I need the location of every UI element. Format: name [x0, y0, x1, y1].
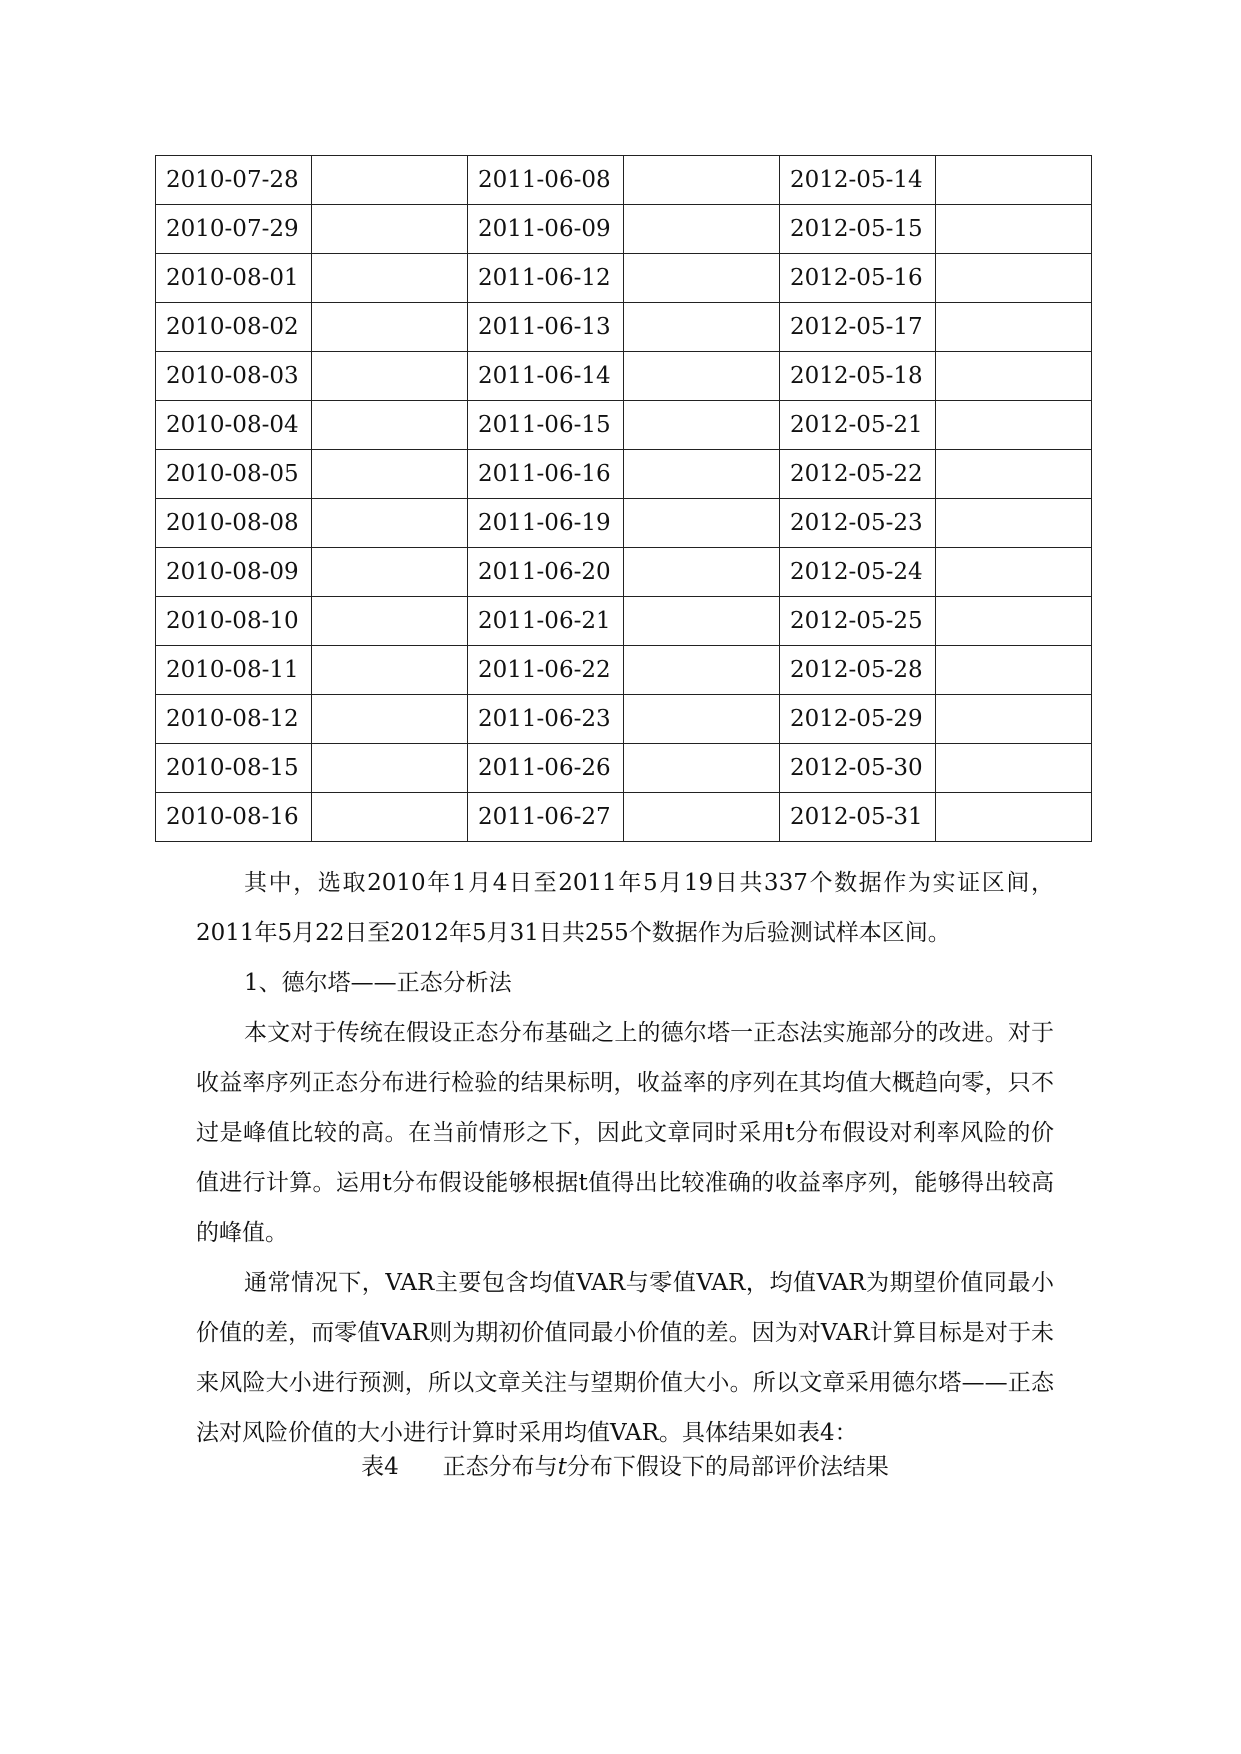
- empty-cell: [624, 646, 780, 695]
- empty-cell: [312, 548, 468, 597]
- date-cell: 2012-05-29: [780, 695, 936, 744]
- empty-cell: [312, 646, 468, 695]
- empty-cell: [936, 499, 1092, 548]
- date-cell: 2012-05-30: [780, 744, 936, 793]
- table-row: [156, 205, 1092, 254]
- date-cell: 2010-08-04: [156, 401, 312, 450]
- date-table: [155, 155, 1092, 842]
- table-row: [156, 793, 1092, 842]
- date-cell: 2010-08-12: [156, 695, 312, 744]
- empty-cell: [624, 499, 780, 548]
- table-row: [156, 548, 1092, 597]
- table-row: [156, 744, 1092, 793]
- empty-cell: [312, 205, 468, 254]
- empty-cell: [624, 254, 780, 303]
- empty-cell: [936, 597, 1092, 646]
- caption-text-after: 分布下假设下的局部评价法结果: [566, 1454, 889, 1480]
- empty-cell: [624, 597, 780, 646]
- empty-cell: [624, 352, 780, 401]
- date-cell: 2010-08-03: [156, 352, 312, 401]
- date-cell: 2010-08-15: [156, 744, 312, 793]
- date-cell: 2011-06-13: [468, 303, 624, 352]
- date-cell: 2011-06-26: [468, 744, 624, 793]
- section-heading: 1、德尔塔——正态分析法: [244, 970, 512, 996]
- date-cell: 2010-08-02: [156, 303, 312, 352]
- date-cell: 2012-05-15: [780, 205, 936, 254]
- date-cell: 2012-05-24: [780, 548, 936, 597]
- date-cell: 2012-05-23: [780, 499, 936, 548]
- empty-cell: [312, 303, 468, 352]
- date-cell: 2012-05-14: [780, 156, 936, 205]
- date-cell: 2010-08-08: [156, 499, 312, 548]
- empty-cell: [624, 303, 780, 352]
- paragraph-var-types: 通常情况下，VAR主要包含均值VAR与零值VAR，均值VAR为期望价值同最小价值的差，而零值VAR则为期初价值同最小价值的差。因为对VAR计算目标是对于未来风险大小进行预测，所以文章关注与望期价值大小。所以文章采用德尔塔——正态法对风险价值的大小进行计算时采用均值VAR。具体结果如表4：: [196, 1270, 1054, 1446]
- empty-cell: [936, 695, 1092, 744]
- caption-italic-t: t: [557, 1454, 567, 1480]
- date-cell: 2010-08-09: [156, 548, 312, 597]
- paragraph-t-distribution: 本文对于传统在假设正态分布基础之上的德尔塔一正态法实施部分的改进。对于收益率序列正态分布进行检验的结果标明，收益率的序列在其均值大概趋向零，只不过是峰值比较的高。在当前情形之下，因此文章同时采用t分布假设对利率风险的价值进行计算。运用t分布假设能够根据t值得出比较准确的收益率序列，能够得出较高的峰值。: [196, 1020, 1054, 1246]
- empty-cell: [624, 205, 780, 254]
- date-cell: 2010-08-16: [156, 793, 312, 842]
- date-cell: 2011-06-20: [468, 548, 624, 597]
- empty-cell: [624, 548, 780, 597]
- caption-text-before: 正态分布与: [442, 1454, 558, 1480]
- empty-cell: [312, 352, 468, 401]
- date-cell: 2011-06-27: [468, 793, 624, 842]
- empty-cell: [624, 744, 780, 793]
- empty-cell: [624, 695, 780, 744]
- date-cell: 2011-06-16: [468, 450, 624, 499]
- empty-cell: [936, 793, 1092, 842]
- date-table-body: [156, 156, 1092, 842]
- empty-cell: [312, 156, 468, 205]
- date-cell: 2011-06-22: [468, 646, 624, 695]
- date-cell: 2012-05-18: [780, 352, 936, 401]
- table-row: [156, 303, 1092, 352]
- empty-cell: [312, 254, 468, 303]
- date-cell: 2011-06-12: [468, 254, 624, 303]
- empty-cell: [936, 303, 1092, 352]
- date-cell: 2012-05-31: [780, 793, 936, 842]
- date-cell: 2010-08-05: [156, 450, 312, 499]
- caption-label: 表4: [361, 1454, 399, 1480]
- empty-cell: [624, 793, 780, 842]
- date-cell: 2011-06-15: [468, 401, 624, 450]
- date-cell: 2010-07-29: [156, 205, 312, 254]
- table-row: [156, 499, 1092, 548]
- empty-cell: [936, 254, 1092, 303]
- table-row: [156, 597, 1092, 646]
- empty-cell: [624, 450, 780, 499]
- date-cell: 2012-05-22: [780, 450, 936, 499]
- date-cell: 2010-08-10: [156, 597, 312, 646]
- table-row: [156, 401, 1092, 450]
- empty-cell: [936, 744, 1092, 793]
- date-cell: 2011-06-23: [468, 695, 624, 744]
- date-cell: 2011-06-21: [468, 597, 624, 646]
- empty-cell: [312, 450, 468, 499]
- table-row: [156, 156, 1092, 205]
- date-cell: 2010-08-01: [156, 254, 312, 303]
- date-cell: 2012-05-28: [780, 646, 936, 695]
- paragraph-sample-period: 其中，选取2010年1月4日至2011年5月19日共337个数据作为实证区间，2011年5月22日至2012年5月31日共255个数据作为后验测试样本区间。: [196, 870, 1054, 946]
- date-cell: 2012-05-25: [780, 597, 936, 646]
- empty-cell: [624, 156, 780, 205]
- empty-cell: [936, 205, 1092, 254]
- table-row: [156, 450, 1092, 499]
- empty-cell: [312, 793, 468, 842]
- date-cell: 2011-06-19: [468, 499, 624, 548]
- date-cell: 2011-06-09: [468, 205, 624, 254]
- table-caption: [196, 1448, 1054, 1481]
- table-row: [156, 695, 1092, 744]
- date-cell: 2012-05-17: [780, 303, 936, 352]
- empty-cell: [312, 744, 468, 793]
- empty-cell: [312, 499, 468, 548]
- body-text: [196, 858, 1054, 1458]
- empty-cell: [312, 401, 468, 450]
- date-cell: 2011-06-08: [468, 156, 624, 205]
- empty-cell: [936, 450, 1092, 499]
- table-row: [156, 646, 1092, 695]
- table-row: [156, 352, 1092, 401]
- empty-cell: [936, 156, 1092, 205]
- empty-cell: [312, 597, 468, 646]
- empty-cell: [624, 401, 780, 450]
- date-cell: 2010-08-11: [156, 646, 312, 695]
- table-row: [156, 254, 1092, 303]
- date-cell: 2010-07-28: [156, 156, 312, 205]
- empty-cell: [312, 695, 468, 744]
- empty-cell: [936, 646, 1092, 695]
- date-cell: 2011-06-14: [468, 352, 624, 401]
- empty-cell: [936, 352, 1092, 401]
- date-cell: 2012-05-16: [780, 254, 936, 303]
- empty-cell: [936, 548, 1092, 597]
- empty-cell: [936, 401, 1092, 450]
- date-cell: 2012-05-21: [780, 401, 936, 450]
